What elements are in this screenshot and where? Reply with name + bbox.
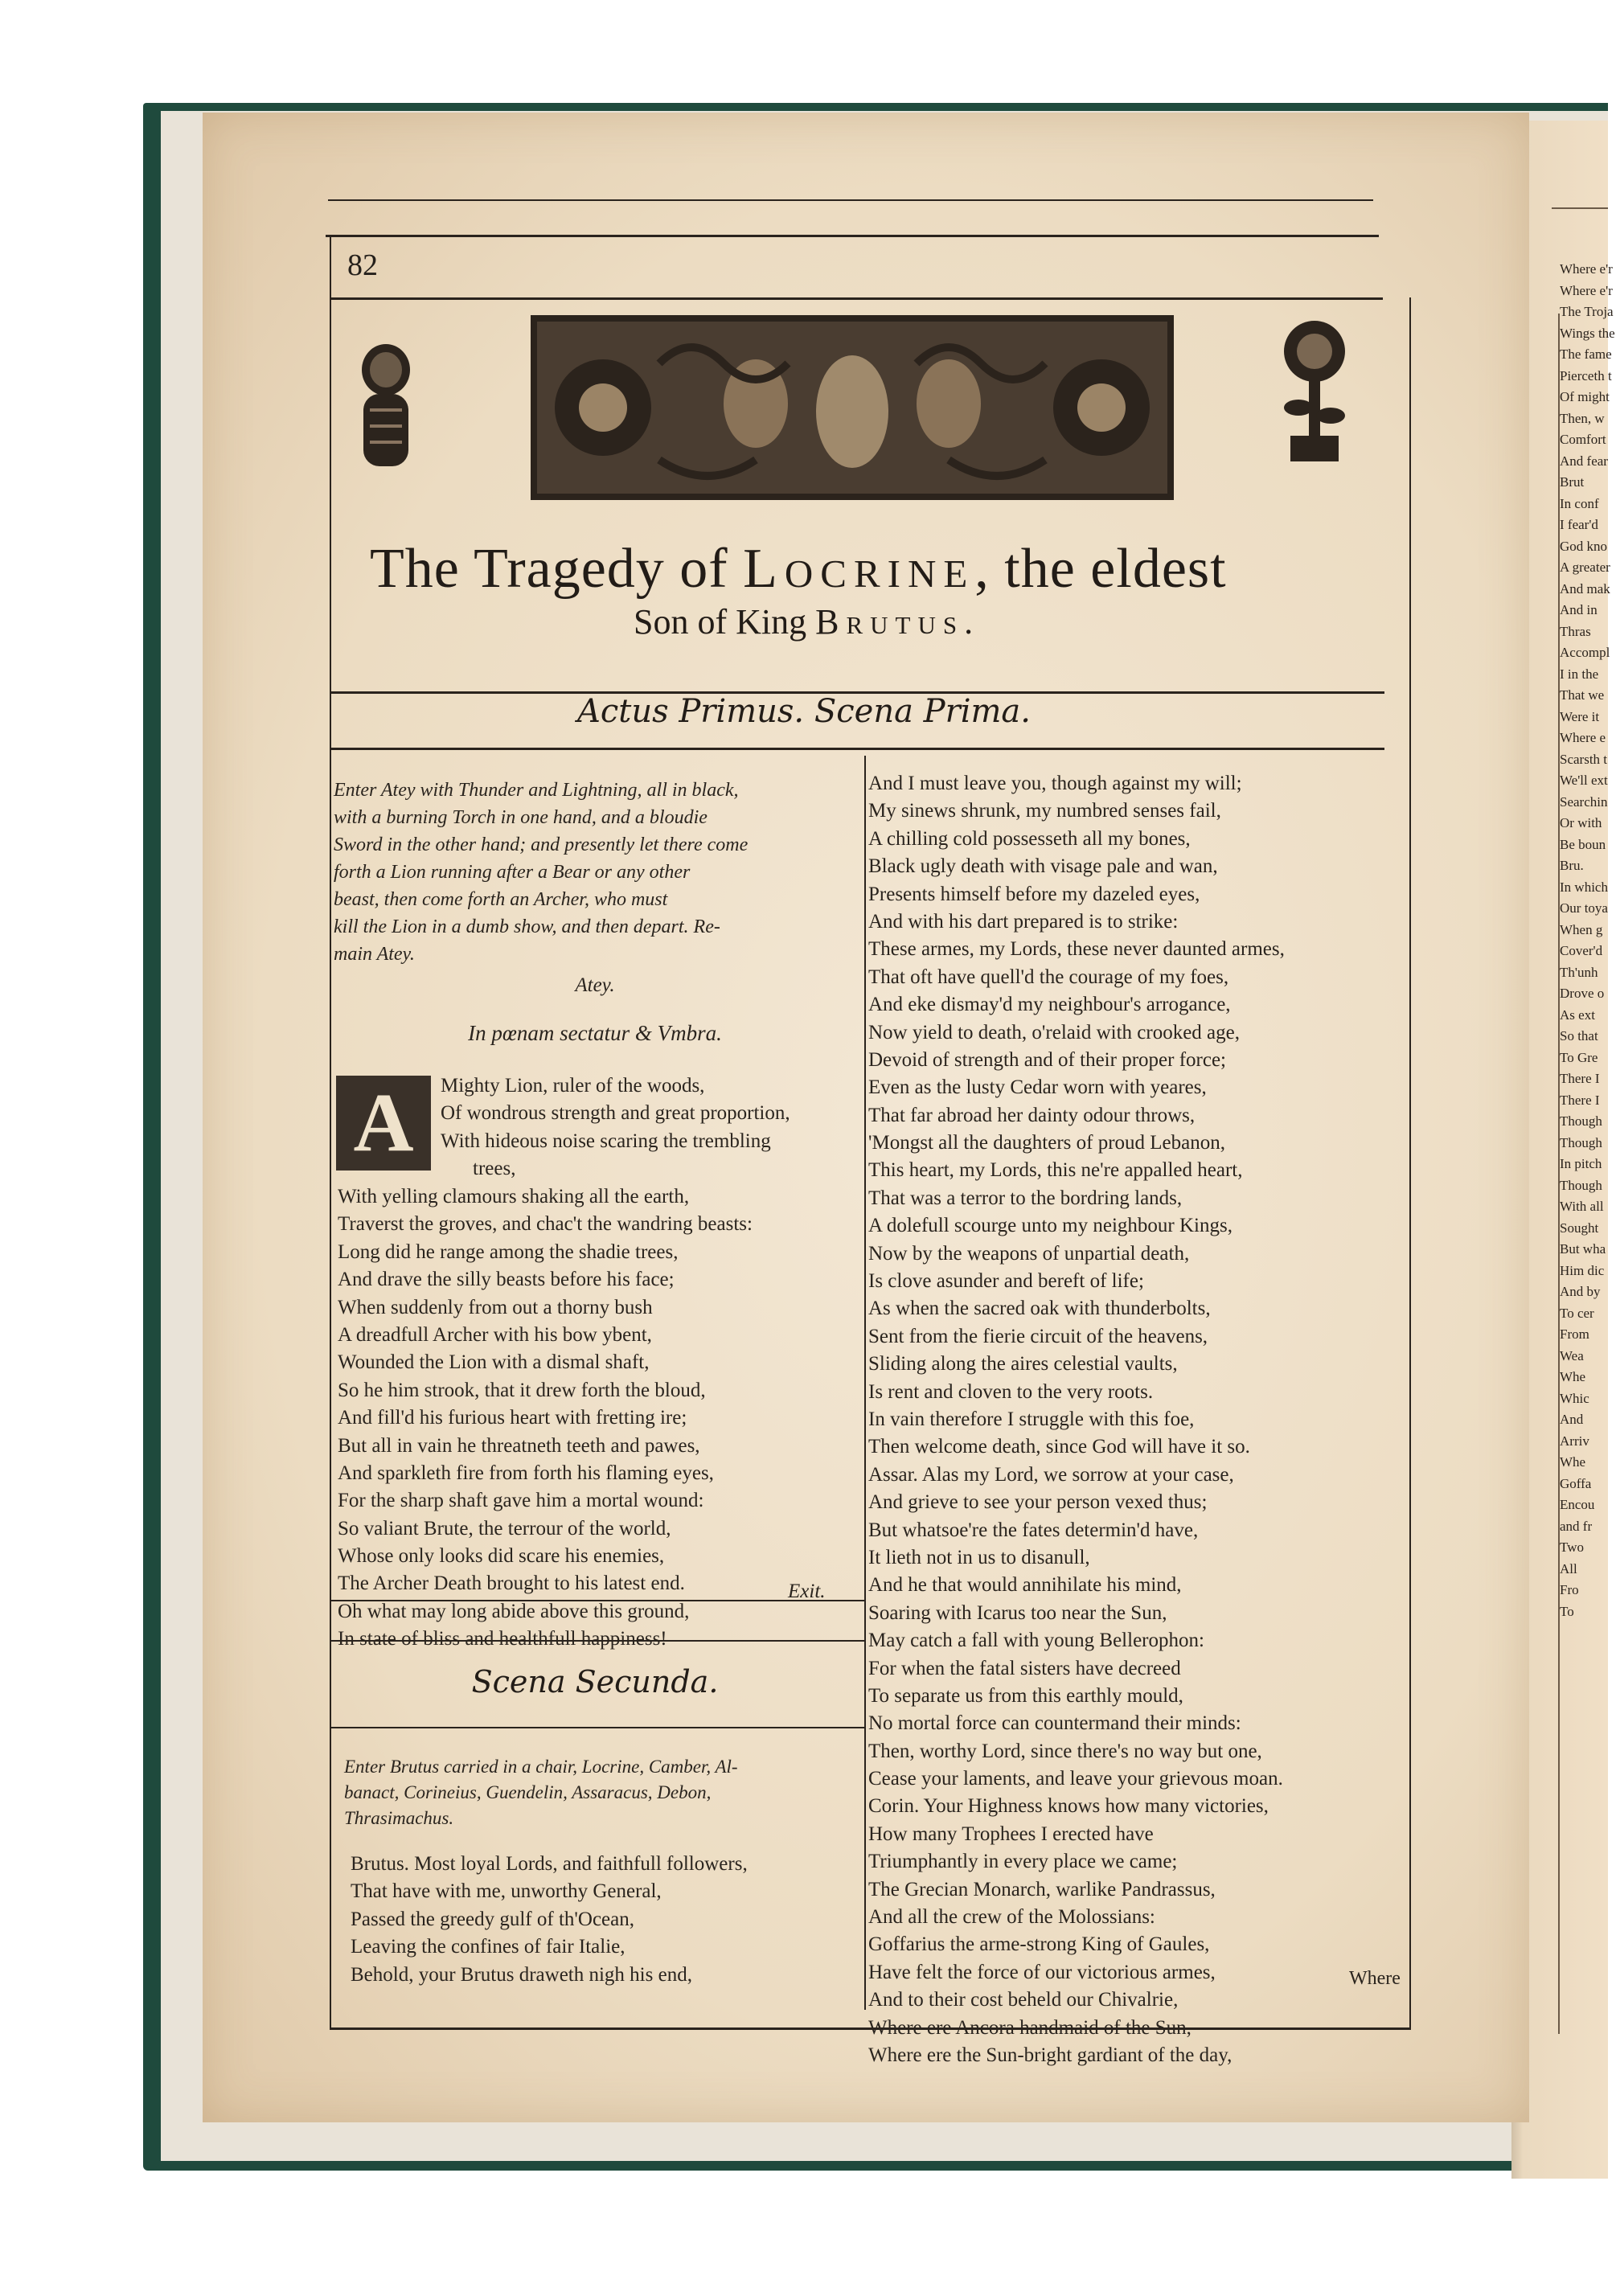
facing-page-line: Were it <box>1560 708 1600 724</box>
speech-right-column <box>868 770 1285 2069</box>
verse-line: And eke dismay'd my neighbour's arrogance, <box>868 994 1231 1016</box>
verse-line: These armes, my Lords, these never daunted armes, <box>868 938 1285 961</box>
facing-page-line: Cover'd <box>1560 943 1603 958</box>
title-line1-pre: The Tragedy of <box>370 538 744 600</box>
verse-line: And sparkleth fire from forth his flaming eyes, <box>338 1462 714 1484</box>
stage-direction-line: beast, then come forth an Archer, who must <box>334 889 668 910</box>
facing-page-line: With all <box>1560 1199 1604 1214</box>
verse-line: Triumphantly in every place we came; <box>868 1851 1178 1873</box>
verse-line: Is clove asunder and bereft of life; <box>868 1270 1144 1293</box>
facing-page-line: Encou <box>1560 1497 1595 1512</box>
verse-line: It lieth not in us to disanull, <box>868 1546 1090 1568</box>
facing-page-line: From <box>1560 1326 1589 1342</box>
verse-line: A dreadfull Archer with his bow ybent, <box>338 1323 652 1346</box>
facing-page-line: When g <box>1560 921 1603 937</box>
verse-line: That was a terror to the bordring lands, <box>868 1187 1183 1209</box>
facing-page-line: Brut <box>1560 474 1585 490</box>
facing-page-line: Though <box>1560 1113 1602 1129</box>
page-number: 82 <box>347 248 378 282</box>
verse-line: And drave the silly beasts before his face; <box>338 1269 675 1291</box>
facing-page-line: and fr <box>1560 1518 1593 1534</box>
stage-direction-line: main Atey. <box>334 944 415 965</box>
title-name-brutus: Brutus <box>815 602 965 642</box>
title-line2-post: . <box>964 602 974 642</box>
verse-line: Cease your laments, and leave your grievous moan. <box>868 1768 1283 1790</box>
verse-line: A chilling cold possesseth all my bones, <box>868 827 1191 850</box>
title-line1-post: , the eldest <box>974 538 1227 600</box>
facing-page-line: Whic <box>1560 1390 1589 1406</box>
top-rule-lower <box>326 235 1379 237</box>
rose-ornament-right <box>1278 315 1351 468</box>
verse-line: And grieve to see your person vexed thus; <box>868 1491 1208 1514</box>
facing-page-line: The fame <box>1560 346 1612 362</box>
verse-line: Wounded the Lion with a dismal shaft, <box>338 1351 650 1374</box>
verse-line: This heart, my Lords, this ne're appalled heart, <box>868 1159 1243 1182</box>
verse-line: Whose only looks did scare his enemies, <box>338 1545 665 1568</box>
facing-page-line: Where e <box>1560 730 1606 745</box>
facing-page-line: Be boun <box>1560 836 1606 852</box>
stage-direction-opening <box>334 777 856 968</box>
scene-break-rule-bottom <box>331 1727 866 1728</box>
facing-page-line: Or with <box>1560 815 1602 830</box>
verse-line: Where ere Ancora handmaid of the Sun, <box>868 2016 1191 2039</box>
verse-line: A dolefull scourge unto my neighbour Kings, <box>868 1215 1233 1237</box>
stage-direction-scene-two <box>344 1754 859 1831</box>
facing-page-line: And <box>1560 1412 1584 1427</box>
title-name-locrine: Locrine <box>743 538 975 600</box>
facing-page-line: In pitch <box>1560 1156 1602 1171</box>
right-frame-rule <box>1409 297 1411 2030</box>
facing-page-line: Fro <box>1560 1582 1579 1597</box>
verse-line: Brutus. Most loyal Lords, and faithfull followers, <box>351 1853 748 1875</box>
facing-page-line: And in <box>1560 602 1598 617</box>
facing-page-line: God kno <box>1560 538 1608 554</box>
verse-line: Traverst the groves, and chac't the wandring beasts: <box>338 1213 753 1236</box>
facing-page-line: Wings the <box>1560 325 1615 341</box>
catchword: Where <box>1349 1968 1401 1989</box>
verse-line: To separate us from this earthly mould, <box>868 1684 1183 1707</box>
verse-line: Now yield to death, o'relaid with crooked age, <box>868 1021 1240 1043</box>
facing-page-line: Though <box>1560 1134 1602 1150</box>
verse-line: But all in vain he threatneth teeth and pawes, <box>338 1434 700 1457</box>
facing-page-top-rule <box>1552 207 1608 209</box>
verse-line: Then, worthy Lord, since there's no way but one, <box>868 1740 1262 1762</box>
left-frame-rule <box>330 237 331 2030</box>
header-rule <box>330 297 1383 300</box>
facing-page-line: Whe <box>1560 1454 1586 1470</box>
verse-line: And all the crew of the Molossians: <box>868 1906 1155 1929</box>
facing-page-line: And mak <box>1560 580 1610 597</box>
verse-line: Presents himself before my dazeled eyes, <box>868 883 1200 905</box>
verse-line: As when the sacred oak with thunderbolts, <box>868 1298 1211 1320</box>
verse-line: Mighty Lion, ruler of the woods, <box>441 1075 705 1097</box>
facing-page-line: Two <box>1560 1540 1584 1555</box>
verse-line: But whatsoe're the fates determin'd have, <box>868 1519 1199 1541</box>
verse-line: Long did he range among the shadie trees, <box>338 1240 679 1263</box>
verse-line: For the sharp shaft gave him a mortal wound: <box>338 1490 704 1512</box>
verse-line: trees, <box>473 1158 516 1180</box>
facing-page-line: Comfort <box>1560 432 1606 447</box>
top-rule-upper <box>328 199 1373 201</box>
facing-page-line: As ext <box>1560 1007 1595 1023</box>
headpiece-ornament <box>531 315 1174 500</box>
verse-line: That have with me, unworthy General, <box>351 1880 662 1903</box>
facing-page-line: Arriv <box>1560 1433 1589 1449</box>
facing-page-line: Whe <box>1560 1369 1586 1384</box>
verse-line: Black ugly death with visage pale and wan, <box>868 855 1218 878</box>
facing-page-line: I fear'd <box>1560 517 1598 532</box>
facing-page-line: To cer <box>1560 1305 1594 1321</box>
speech-opening-lines <box>441 1072 790 1183</box>
verse-line: Leaving the confines of fair Italie, <box>351 1936 625 1958</box>
verse-line: Soaring with Icarus too near the Sun, <box>868 1601 1167 1624</box>
verse-line: And fill'd his furious heart with fretting ire; <box>338 1407 687 1429</box>
facing-page-line: And by <box>1560 1284 1601 1299</box>
verse-line: The Archer Death brought to his latest end. <box>338 1572 685 1595</box>
speech-brutus <box>351 1851 748 1989</box>
verse-line: And I must leave you, though against my will; <box>868 773 1242 794</box>
facing-page-line: To Gre <box>1560 1049 1598 1065</box>
verse-line: So he him strook, that it drew forth the bloud, <box>338 1379 706 1401</box>
verse-line: Where ere the Sun-bright gardiant of the day, <box>868 2044 1233 2066</box>
facing-page-line: There I <box>1560 1092 1600 1108</box>
stage-direction-line: Thrasimachus. <box>344 1808 454 1828</box>
verse-line: That oft have quell'd the courage of my foes, <box>868 966 1229 988</box>
verse-line: My sinews shrunk, my numbred senses fail, <box>868 800 1221 822</box>
facing-page-line: Where e'r <box>1560 282 1613 298</box>
facing-page-line: Searchin <box>1560 793 1608 810</box>
scene-two-heading: Scena Secunda. <box>471 1664 719 1699</box>
verse-line: In state of bliss and healthfull happiness! <box>338 1628 667 1650</box>
verse-line: Have felt the force of our victorious armes, <box>868 1961 1216 1983</box>
facing-page-line: In conf <box>1560 495 1599 511</box>
verse-line: That far abroad her dainty odour throws, <box>868 1104 1196 1126</box>
facing-page-line: We'll ext <box>1560 773 1608 788</box>
facing-page-line: A greater <box>1560 560 1610 575</box>
verse-line: Now by the weapons of unpartial death, <box>868 1242 1190 1265</box>
verse-line: No mortal force can countermand their minds: <box>868 1712 1241 1735</box>
facing-page-line: The Troja <box>1560 304 1614 319</box>
verse-line: Sliding along the aires celestial vaults, <box>868 1353 1178 1376</box>
facing-page-text <box>1560 259 1616 1622</box>
facing-page-line: I in the <box>1560 666 1599 682</box>
stage-direction-line: Enter Atey with Thunder and Lightning, all in black, <box>334 780 739 801</box>
stage-direction-line: kill the Lion in a dumb show, and then depart. Re- <box>334 916 720 937</box>
facing-page-line: Sought <box>1560 1220 1599 1236</box>
verse-line: Sent from the fierie circuit of the heavens, <box>868 1325 1208 1347</box>
stage-direction-line: Enter Brutus carried in a chair, Locrine, Camber, Al- <box>344 1757 738 1777</box>
verse-line: The Grecian Monarch, warlike Pandrassus, <box>868 1878 1216 1900</box>
facing-page-line: Pierceth t <box>1560 367 1612 383</box>
facing-page-line: In which <box>1560 879 1608 895</box>
stage-direction-line: with a burning Torch in one hand, and a bloudie <box>334 807 708 828</box>
verse-line: Devoid of strength and of their proper force; <box>868 1048 1226 1071</box>
facing-page-line: Where e'r <box>1560 261 1613 277</box>
facing-page-line: There I <box>1560 1071 1600 1086</box>
facing-page-line: Bru. <box>1560 858 1584 873</box>
act-rule <box>331 748 1384 750</box>
verse-line: Corin. Your Highness knows how many victories, <box>868 1795 1269 1818</box>
speech-atey <box>338 1183 753 1654</box>
play-title-line1 <box>370 537 1375 601</box>
verse-line: Goffarius the arme-strong King of Gaules, <box>868 1933 1210 1956</box>
play-title-line2 <box>634 601 973 642</box>
verse-line: Behold, your Brutus draweth nigh his end, <box>351 1963 692 1986</box>
facing-page-line: Our toya <box>1560 900 1608 916</box>
facing-page-line: That we <box>1560 687 1605 703</box>
verse-line: Even as the lusty Cedar worn with yeares, <box>868 1076 1207 1099</box>
facing-page-line: To <box>1560 1603 1574 1619</box>
verse-line: And with his dart prepared is to strike: <box>868 910 1179 933</box>
drop-cap-initial: A <box>336 1076 431 1171</box>
verse-line: So valiant Brute, the terrour of the world, <box>338 1517 671 1540</box>
column-divider <box>864 756 866 2010</box>
title-line2-pre: Son of King <box>634 602 816 642</box>
facing-page-line: Th'unh <box>1560 964 1598 980</box>
act-heading: Actus Primus. Scena Prima. <box>577 693 1031 730</box>
verse-line: For when the fatal sisters have decreed <box>868 1657 1181 1679</box>
verse-line: With yelling clamours shaking all the earth, <box>338 1186 690 1207</box>
verse-line: 'Mongst all the daughters of proud Lebanon, <box>868 1132 1225 1154</box>
facing-page-line: But wha <box>1560 1241 1606 1257</box>
stage-direction-line: Sword in the other hand; and presently let there come <box>334 834 749 855</box>
facing-page-line: And fear <box>1560 453 1608 469</box>
facing-page-line: Him dic <box>1560 1262 1605 1278</box>
verse-line: When suddenly from out a thorny bush <box>338 1296 653 1318</box>
verse-line: Is rent and cloven to the very roots. <box>868 1380 1154 1403</box>
facing-page-line: Though <box>1560 1177 1602 1193</box>
facing-page-line: Of might <box>1560 389 1610 404</box>
verse-line: Passed the greedy gulf of th'Ocean, <box>351 1908 635 1930</box>
verse-line: May catch a fall with young Bellerophon: <box>868 1630 1204 1652</box>
verse-line: In vain therefore I struggle with this foe, <box>868 1408 1195 1430</box>
facing-page-line: Wea <box>1560 1347 1584 1363</box>
facing-page-line: All <box>1560 1560 1577 1576</box>
verse-line: Of wondrous strength and great proportion, <box>441 1102 790 1125</box>
facing-page-line: Then, w <box>1560 410 1605 426</box>
stage-direction-line: banact, Corineius, Guendelin, Assaracus, Debon, <box>344 1782 712 1802</box>
facing-page-line: Scarsth t <box>1560 751 1608 767</box>
facing-page-line: Accompl <box>1560 645 1610 660</box>
verse-line: Oh what may long abide above this ground, <box>338 1600 690 1622</box>
verse-line: And to their cost beheld our Chivalrie, <box>868 1989 1179 2011</box>
facing-page-line: So that <box>1560 1028 1598 1043</box>
exit-direction: Exit. <box>788 1581 826 1602</box>
verse-line: How many Trophees I erected have <box>868 1822 1154 1845</box>
facing-page-line: Drove o <box>1560 986 1605 1001</box>
facing-page-line: Goffa <box>1560 1475 1592 1491</box>
stage-direction-line: forth a Lion running after a Bear or any other <box>334 862 691 883</box>
facing-page-line: Thras <box>1560 623 1591 639</box>
thistle-ornament-left <box>346 338 426 474</box>
speaker-atey: Atey. <box>575 974 615 996</box>
verse-line: Assar. Alas my Lord, we sorrow at your case, <box>868 1463 1234 1486</box>
verse-line: With hideous noise scaring the trembling <box>441 1130 771 1152</box>
verse-line: And he that would annihilate his mind, <box>868 1574 1182 1597</box>
motto: In pœnam sectatur & Vmbra. <box>468 1021 722 1045</box>
verse-line: Then welcome death, since God will have it so. <box>868 1436 1250 1458</box>
